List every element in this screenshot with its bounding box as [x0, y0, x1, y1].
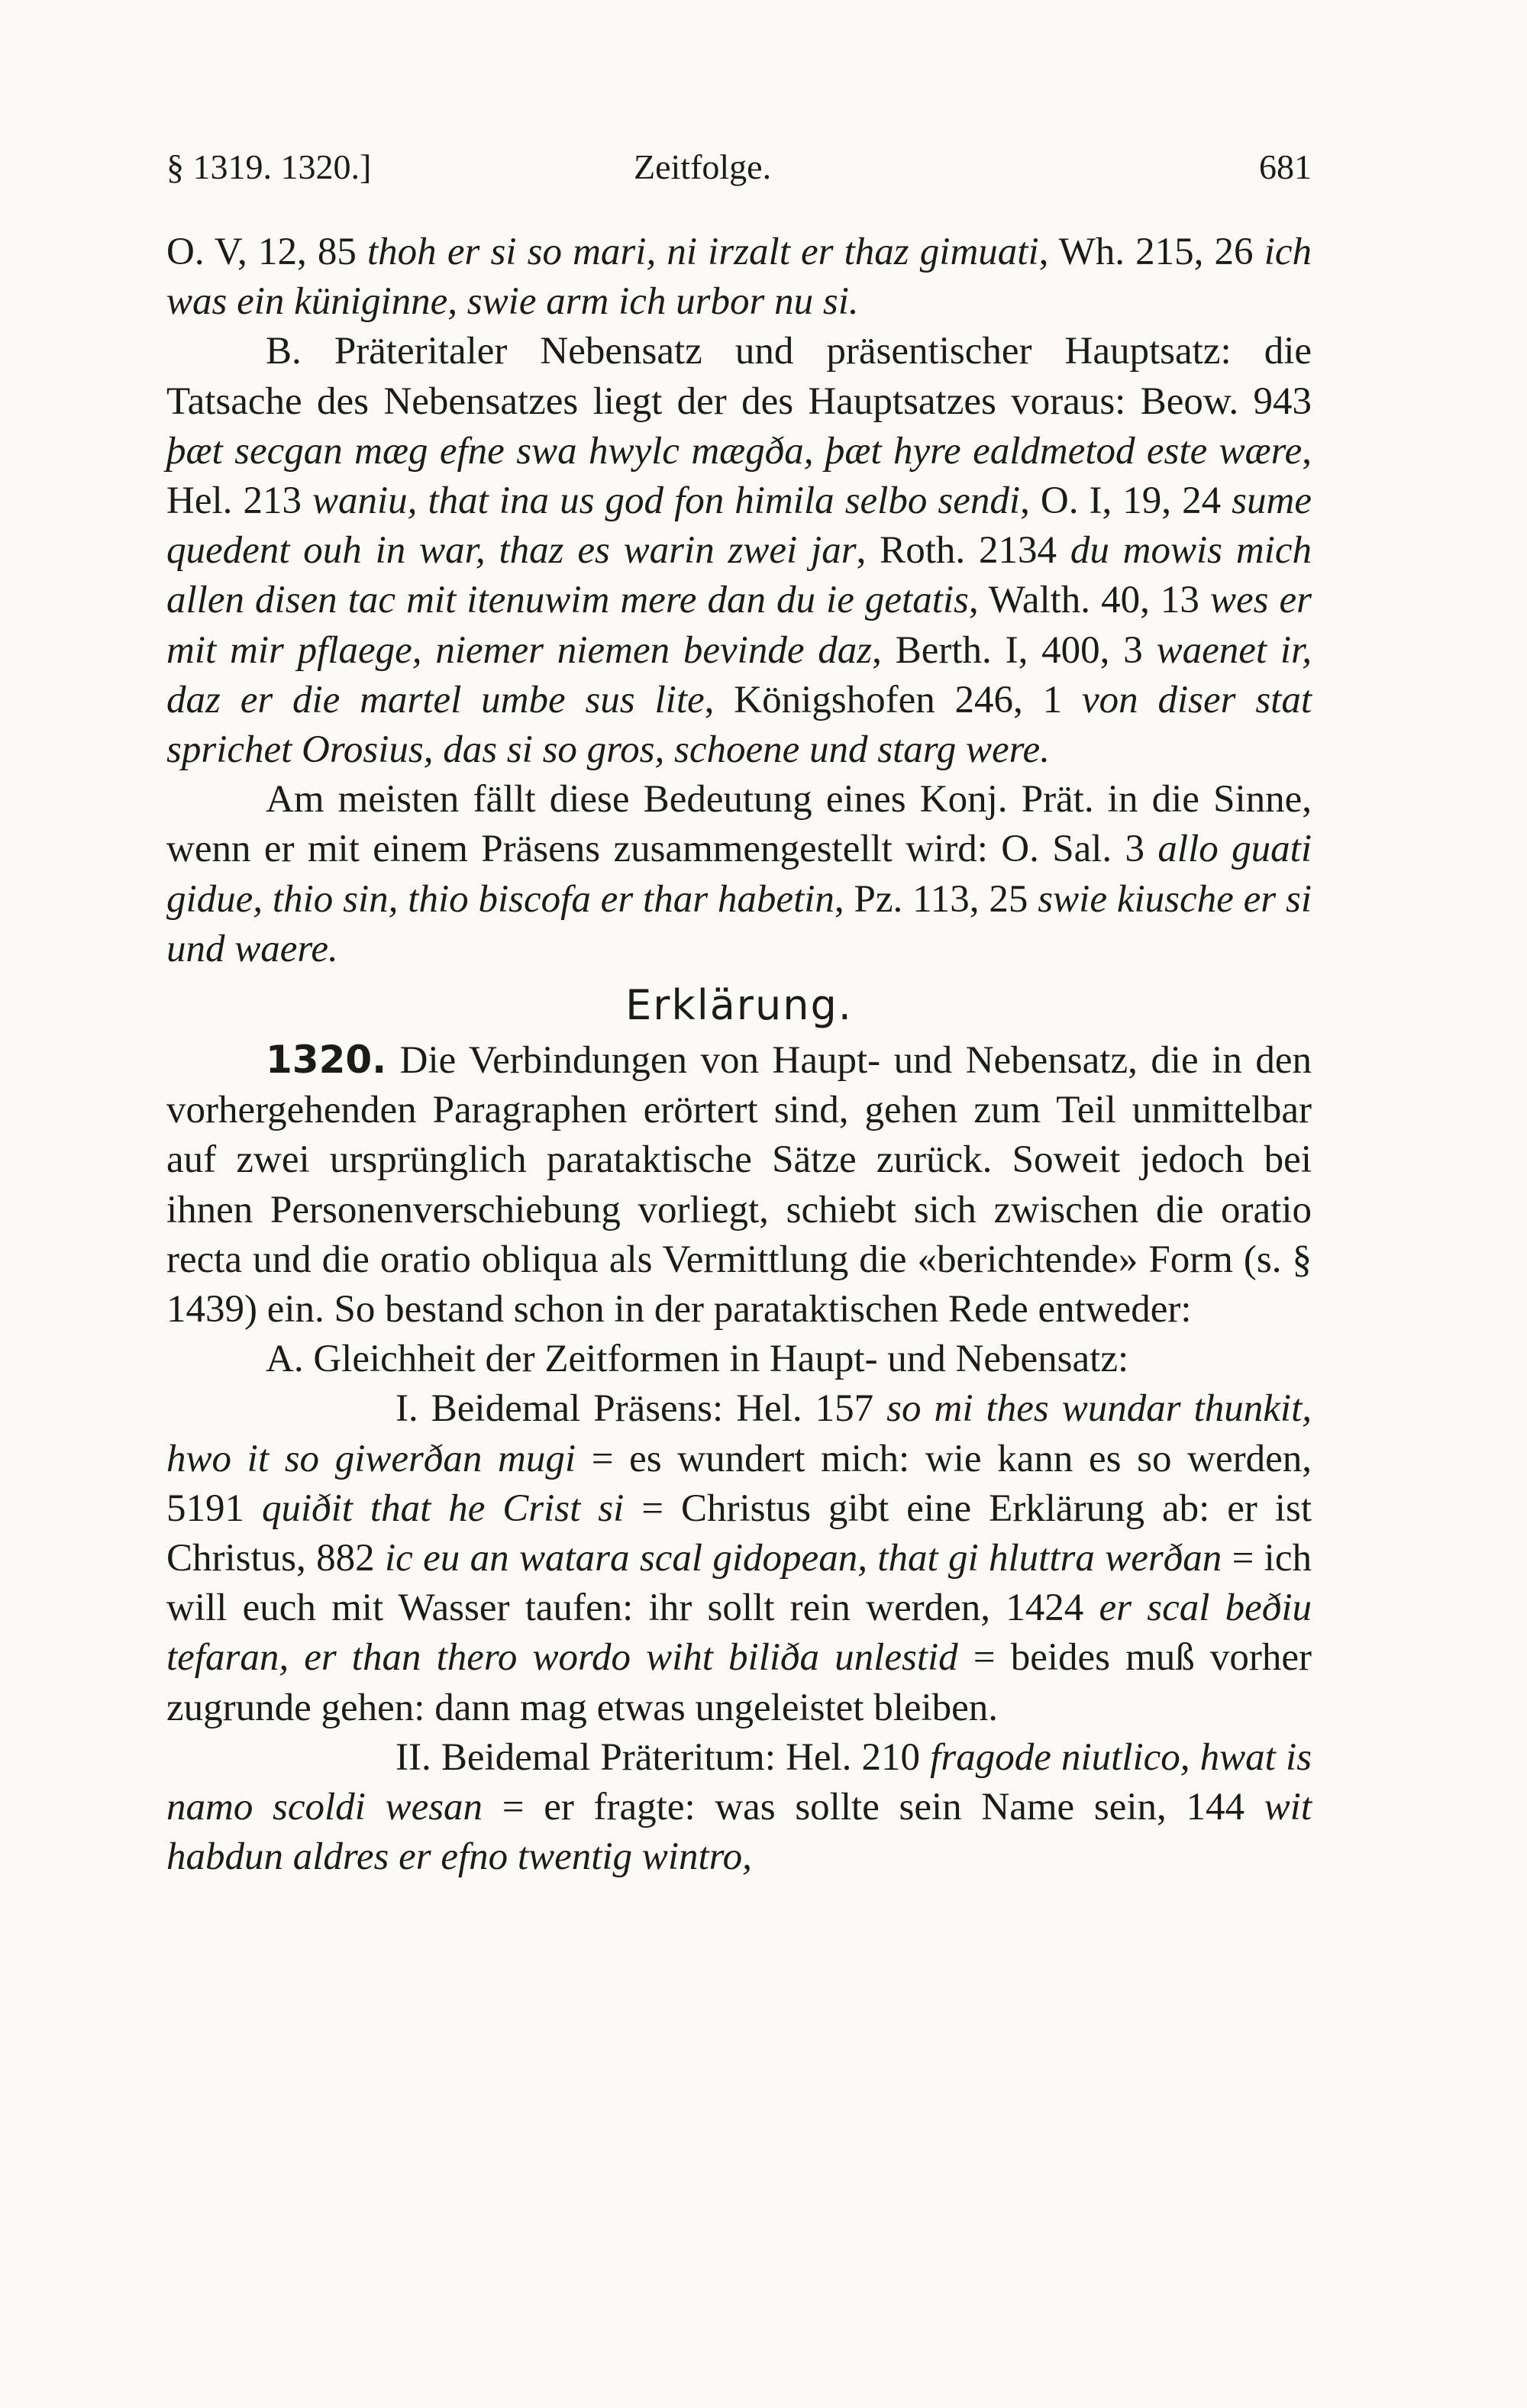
italic-quotation: ic eu an watara scal gidopean, that gi hluttra werðan: [385, 1537, 1222, 1580]
paragraph: B. Präteritaler Nebensatz und präsentischer Hauptsatz: die Tatsache des Nebensatzes liegt der des Hauptsatzes voraus: Beow. 943 þæt secgan mæg efne swa hwylc mægða, þæt hyre ealdmetod este wære, Hel. 213 waniu, that ina us god fon himila selbo sendi, O. I, 19, 24 sume quedent ouh in war, thaz es warin zwei jar, Roth. 2134 du mowis mich allen disen tac mit itenuwim mere dan du ie getatis, Walth. 40, 13 wes er mit mir pflaege, niemer niemen bevinde daz, Berth. I, 400, 3 waenet ir, daz er die martel umbe sus lite, Königshofen 246, 1 von diser stat sprichet Orosius, das si so gros, schoene und starg were.: [166, 330, 1312, 772]
italic-quotation: fragode niutlico, hwat is namo scoldi wesan: [166, 1735, 1312, 1829]
running-header: [166, 147, 1312, 192]
page-number: 681: [1259, 147, 1312, 186]
italic-quotation: du mowis mich allen disen tac mit itenuwim mere dan du ie getatis: [166, 529, 1312, 622]
paragraph: Am meisten fällt diese Bedeutung eines Konj. Prät. in die Sinne, wenn er mit einem Präsens zusammengestellt wird: O. Sal. 3 allo guati gidue, thio sin, thio biscofa er thar habetin, Pz. 113, 25 swie kiusche er si und waere.: [166, 778, 1312, 970]
italic-quotation: þæt secgan mæg efne swa hwylc mægða, þæt hyre ealdmetod este wære: [166, 429, 1303, 473]
paragraph-text: Die Verbindungen von Haupt- und Nebensatz, die in den vorhergehenden Paragraphen erörtert sind, gehen zum Teil unmittelbar auf zwei ursprünglich parataktische Sätze zurück. Soweit jedoch bei ihnen Personenverschiebung vorliegt, schiebt sich zwischen die oratio recta und die oratio obliqua als Vermittlung die «berichtende» Form (s. § 1439) ein. So bestand schon in der parataktischen Rede entweder:: [166, 1039, 1312, 1332]
page-body: [166, 228, 1312, 1883]
italic-quotation: von diser stat sprichet Orosius, das si so gros, schoene und starg were.: [166, 678, 1312, 772]
italic-quotation: waenet ir, daz er die martel umbe sus lite: [166, 628, 1312, 721]
italic-quotation: wit habdun aldres er efno twentig wintro,: [166, 1786, 1312, 1879]
paragraph: II. Beidemal Präteritum: Hel. 210 fragode niutlico, hwat is namo scoldi wesan = er fragte: was sollte sein Name sein, 144 wit habdun aldres er efno twentig wintro,: [166, 1735, 1312, 1879]
paragraph: A. Gleichheit der Zeitformen in Haupt- und Nebensatz:: [266, 1338, 1129, 1381]
italic-quotation: swie kiusche er si und waere.: [166, 877, 1312, 970]
italic-quotation: wes er mit mir pflaege, niemer niemen bevinde daz: [166, 579, 1312, 672]
italic-quotation: thoh er si so mari, ni irzalt er thaz gimuati: [367, 231, 1039, 273]
italic-quotation: er scal beðiu tefaran, er than thero wordo wiht biliða unlestid: [166, 1587, 1312, 1680]
italic-quotation: quiðit that he Crist si: [261, 1486, 625, 1530]
section-heading: Erklärung.: [625, 981, 853, 1030]
italic-quotation: so mi thes wundar thunkit, hwo it so giwerðan mugi: [166, 1387, 1312, 1480]
section-number: 1320.: [266, 1038, 387, 1083]
running-title: Zeitfolge.: [634, 147, 772, 186]
paragraph: I. Beidemal Präsens: Hel. 157 so mi thes wundar thunkit, hwo it so giwerðan mugi = es wundert mich: wie kann es so werden, 5191 quiðit that he Crist si = Christus gibt eine Erklärung ab: er ist Christus, 882 ic eu an watara scal gidopean, that gi hluttra werðan = ich will euch mit Wasser taufen: ihr sollt rein werden, 1424 er scal beðiu tefaran, er than thero wordo wiht biliða unlestid = beides muß vorher zugrunde gehen: dann mag etwas ungeleistet bleiben.: [166, 1387, 1312, 1729]
italic-quotation: allo guati gidue, thio sin, thio biscofa er thar habetin: [166, 828, 1312, 921]
italic-quotation: waniu, that ina us god fon himila selbo sendi: [312, 479, 1021, 523]
italic-quotation: sume quedent ouh in war, thaz es warin zwei jar: [166, 479, 1312, 573]
italic-quotation: ich was ein küniginne, swie arm ich urbor nu si.: [166, 231, 1312, 324]
paragraph: O. V, 12, 85 thoh er si so mari, ni irzalt er thaz gimuati, Wh. 215, 26 ich was ein küniginne, swie arm ich urbor nu si.: [166, 231, 1312, 324]
paragraph: [166, 1035, 1312, 1335]
section-reference: § 1319. 1320.]: [166, 147, 372, 186]
